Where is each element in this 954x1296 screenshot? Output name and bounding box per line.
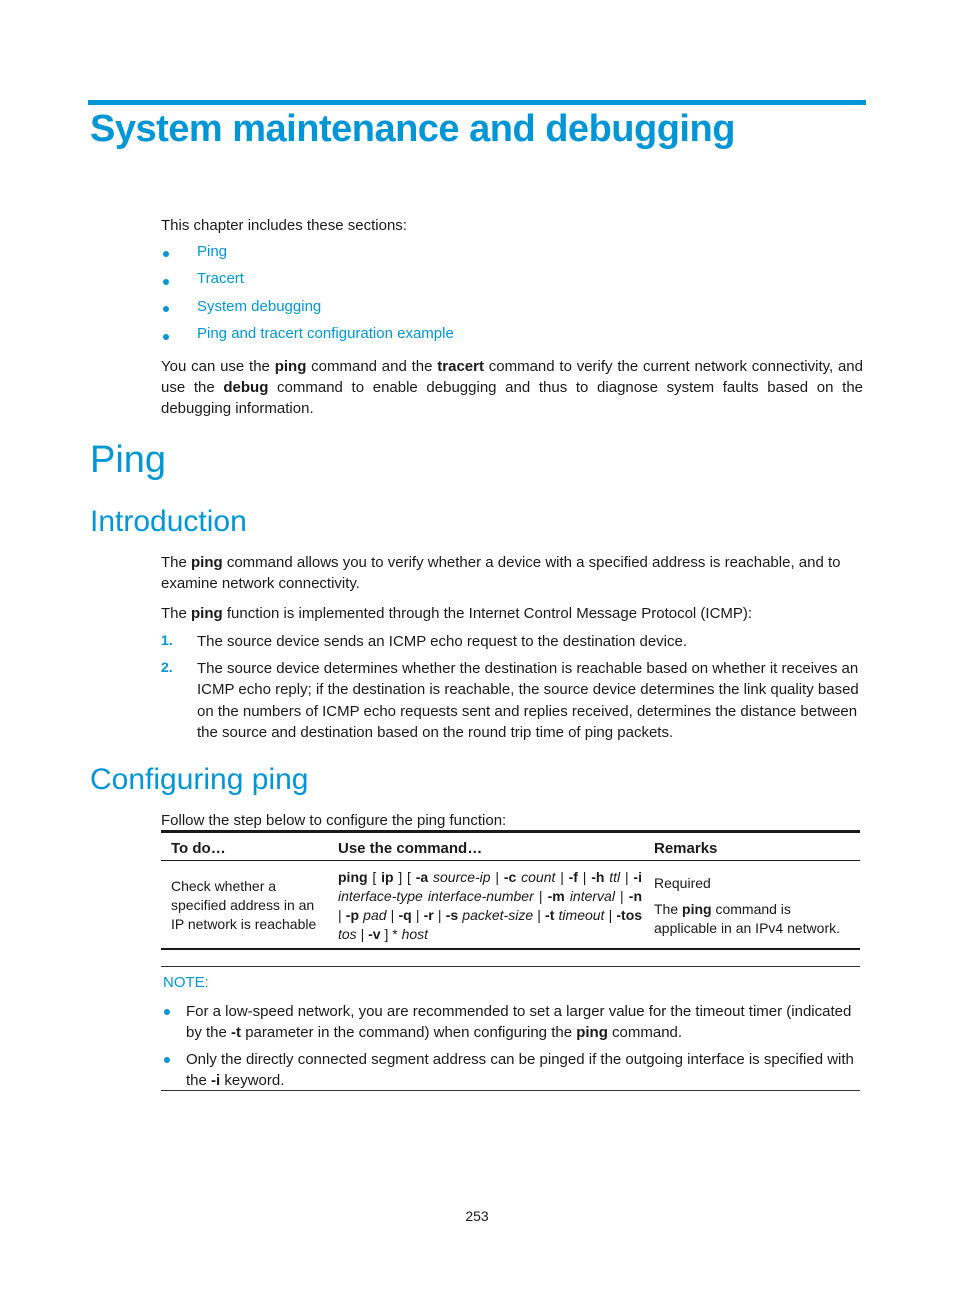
configuring-lead: Follow the step below to configure the ping function:: [161, 812, 507, 829]
section-link-ping[interactable]: Ping: [197, 243, 228, 260]
page-number: 253: [465, 1208, 489, 1224]
ping-heading: Ping: [90, 439, 167, 481]
note-label: NOTE:: [163, 974, 209, 991]
table-header-todo: To do…: [171, 840, 226, 857]
step-text: The source device sends an ICMP echo request to the destination device.: [197, 633, 688, 650]
configuring-ping-heading: Configuring ping: [90, 763, 309, 796]
note-item: For a low-speed network, you are recommended to set a larger value for the timeout timer (indicated by the -t parameter in the command) when configuring the ping command.: [186, 1003, 852, 1041]
introduction-heading: Introduction: [90, 505, 247, 538]
table-header-command: Use the command…: [338, 840, 483, 857]
table-cell-todo: Check whether a specified address in an IP network is reachable: [171, 878, 317, 932]
bullet-icon: [164, 1009, 170, 1015]
bullet-icon: [163, 334, 169, 340]
table-top-rule: [161, 830, 860, 833]
table-cell-remark: The ping command is applicable in an IPv4 network.: [654, 901, 840, 936]
chapter-top-rule: [88, 100, 866, 105]
bullet-icon: [163, 279, 169, 285]
table-bottom-rule: [161, 948, 860, 950]
bullet-icon: [163, 306, 169, 312]
table-cell-command: ping [ ip ] [ -a source-ip | -c count | -f | -h ttl | -i interface-type interface-number | -m interval | -n | -p pad | -q | -r | -s packet-size | -t timeout | -tos tos | -v ] * host: [338, 869, 643, 942]
section-link-ping-tracert-example[interactable]: Ping and tracert configuration example: [197, 325, 454, 342]
table-header-remarks: Remarks: [654, 840, 718, 857]
introduction-paragraph-2: The ping function is implemented through the Internet Control Message Protocol (ICMP):: [161, 605, 753, 622]
note-bottom-rule: [161, 1090, 860, 1091]
bullet-icon: [164, 1057, 170, 1063]
note-item: Only the directly connected segment address can be pinged if the outgoing interface is specified with the -i keyword.: [186, 1051, 854, 1089]
intro-text: This chapter includes these sections:: [161, 217, 407, 234]
step-number: 1.: [161, 632, 173, 648]
step-number: 2.: [161, 659, 173, 675]
overview-paragraph: You can use the ping command and the tracert command to verify the current network connectivity, and use the debug command to enable debugging and thus to diagnose system faults based on the debugging information.: [161, 358, 864, 417]
section-link-tracert[interactable]: Tracert: [197, 270, 244, 287]
chapter-title: System maintenance and debugging: [90, 108, 735, 150]
table-header-rule: [161, 860, 860, 861]
bullet-icon: [163, 251, 169, 257]
note-top-rule: [161, 966, 860, 967]
introduction-paragraph-1: The ping command allows you to verify whether a device with a specified address is reachable, and to examine network connectivity.: [161, 554, 841, 592]
table-cell-remark-required: Required: [654, 875, 711, 891]
section-link-system-debugging[interactable]: System debugging: [197, 298, 322, 315]
step-text: The source device determines whether the destination is reachable based on whether it receives an ICMP echo reply; if the destination is reachable, the source device determines the link quality based on the numbers of ICMP echo requests sent and replies received, determines the distance between the source and destination based on the round trip time of ping packets.: [197, 660, 859, 741]
